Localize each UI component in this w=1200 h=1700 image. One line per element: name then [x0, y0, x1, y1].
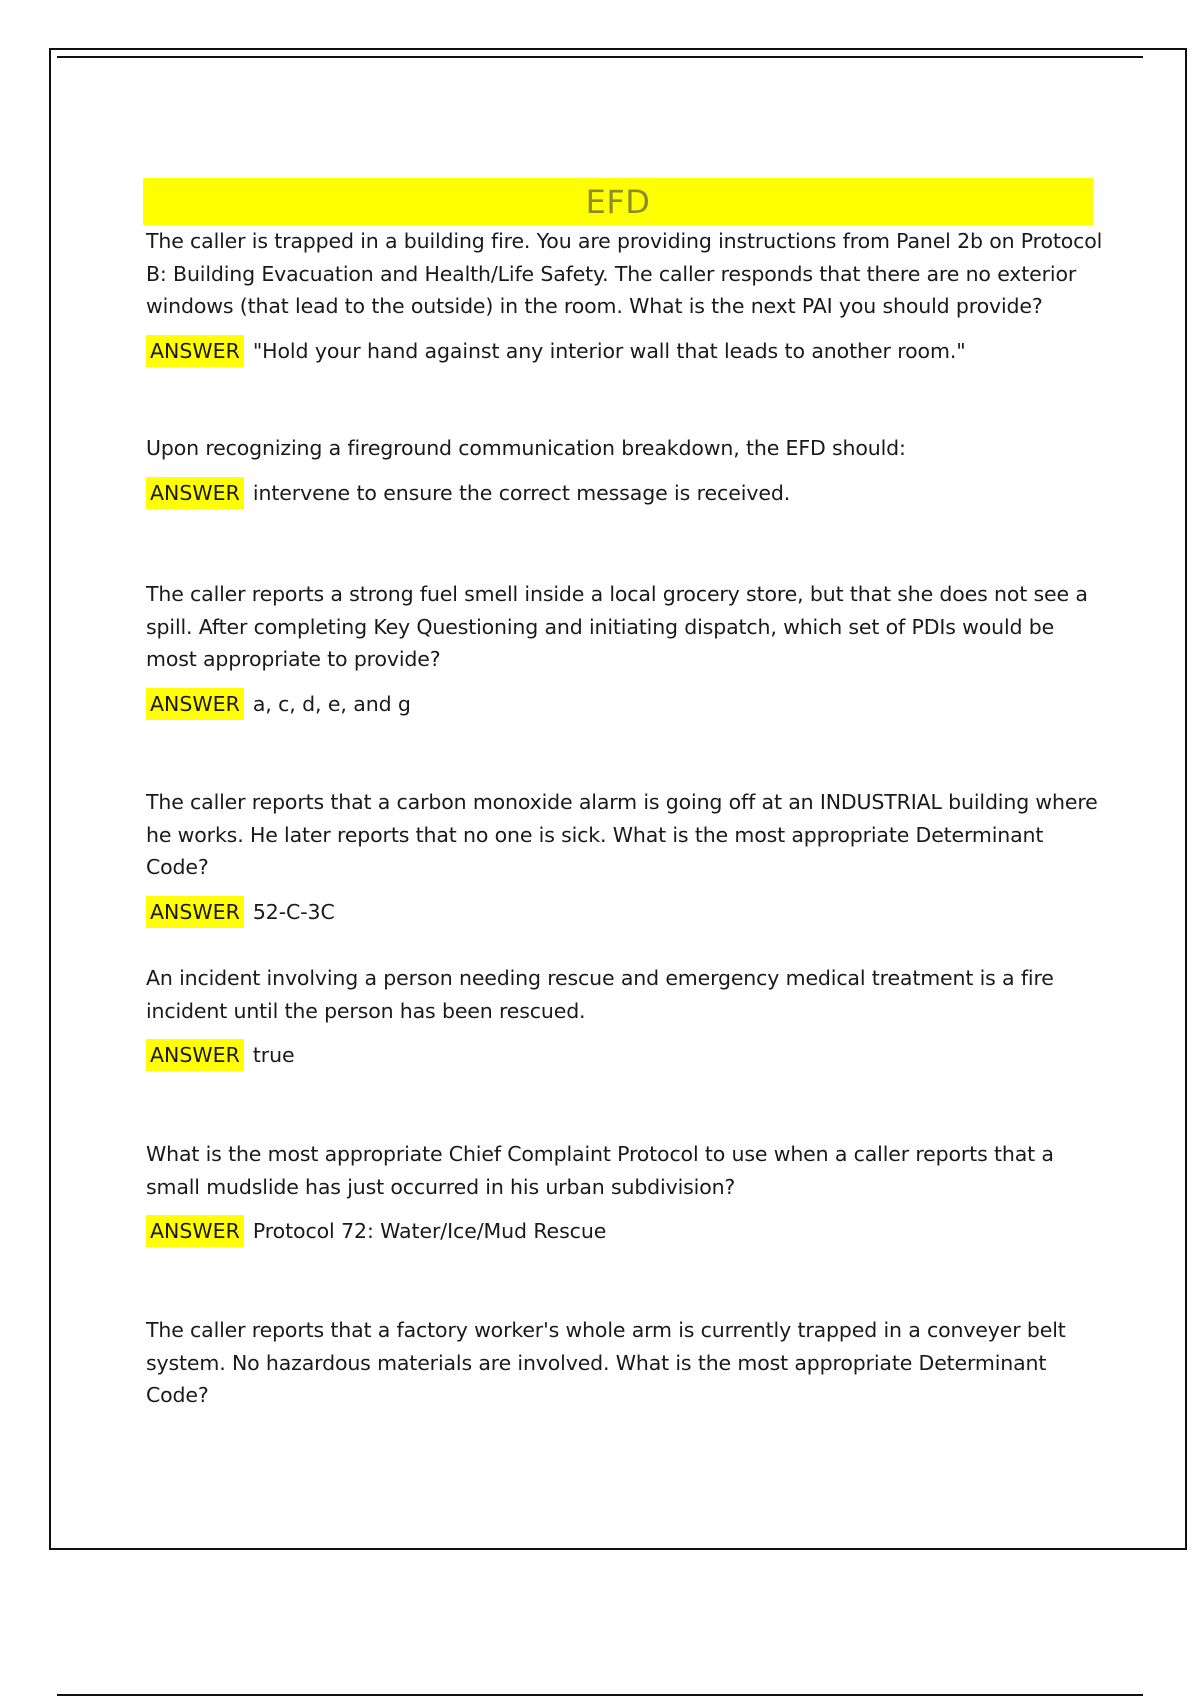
answer-text: "Hold your hand against any interior wall that leads to another room.": [252, 338, 966, 363]
answer-line: [146, 477, 1106, 509]
qa-item-3: [146, 578, 1106, 720]
answer-label: ANSWER: [146, 1039, 244, 1071]
answer-label: ANSWER: [146, 896, 244, 928]
question-text: The caller reports that a carbon monoxide alarm is going off at an INDUSTRIAL building where he works. He later reports that no one is sick. What is the most appropriate Determinant Code?: [146, 790, 1098, 879]
answer-line: [146, 688, 1106, 720]
qa-item-7: [146, 1314, 1106, 1412]
question-text: The caller is trapped in a building fire. You are providing instructions from Panel 2b on Protocol B: Building Evacuation and Health/Life Safety. The caller responds that there are no exterior windows (that lead to the outside) in the room. What is the next PAI you should provide?: [146, 229, 1103, 318]
answer-label: ANSWER: [146, 688, 244, 720]
title-banner: [143, 178, 1093, 225]
qa-item-2: [146, 432, 1106, 509]
answer-line: [146, 896, 1106, 928]
top-rule: [57, 56, 1143, 58]
qa-item-6: [146, 1138, 1106, 1247]
answer-text: true: [252, 1043, 295, 1067]
question-text: The caller reports that a factory worker's whole arm is currently trapped in a conveyer belt system. No hazardous materials are involved. What is the most appropriate Determinant Code?: [146, 1318, 1066, 1407]
question-text: Upon recognizing a fireground communication breakdown, the EFD should:: [146, 436, 906, 460]
answer-line: [146, 1215, 1106, 1247]
answer-text: 52-C-3C: [252, 899, 335, 924]
answer-text: a, c, d, e, and g: [252, 691, 411, 716]
answer-line: [146, 1039, 1106, 1071]
answer-text: intervene to ensure the correct message is received.: [252, 480, 791, 505]
bottom-rule: [57, 1694, 1143, 1696]
qa-item-4: [146, 786, 1106, 928]
page-title: EFD: [585, 182, 651, 221]
qa-item-5: [146, 962, 1106, 1071]
answer-line: [146, 335, 1106, 367]
question-text: An incident involving a person needing rescue and emergency medical treatment is a fire incident until the person has been rescued.: [146, 966, 1054, 1023]
question-text: The caller reports a strong fuel smell inside a local grocery store, but that she does not see a spill. After completing Key Questioning and initiating dispatch, which set of PDIs would be most appropriate to provide?: [146, 582, 1088, 671]
answer-label: ANSWER: [146, 1215, 244, 1247]
qa-item-1: [146, 225, 1106, 367]
answer-text: Protocol 72: Water/Ice/Mud Rescue: [252, 1219, 607, 1243]
answer-label: ANSWER: [146, 335, 244, 367]
answer-label: ANSWER: [146, 477, 244, 509]
question-text: What is the most appropriate Chief Complaint Protocol to use when a caller reports that a small mudslide has just occurred in his urban subdivision?: [146, 1142, 1054, 1199]
